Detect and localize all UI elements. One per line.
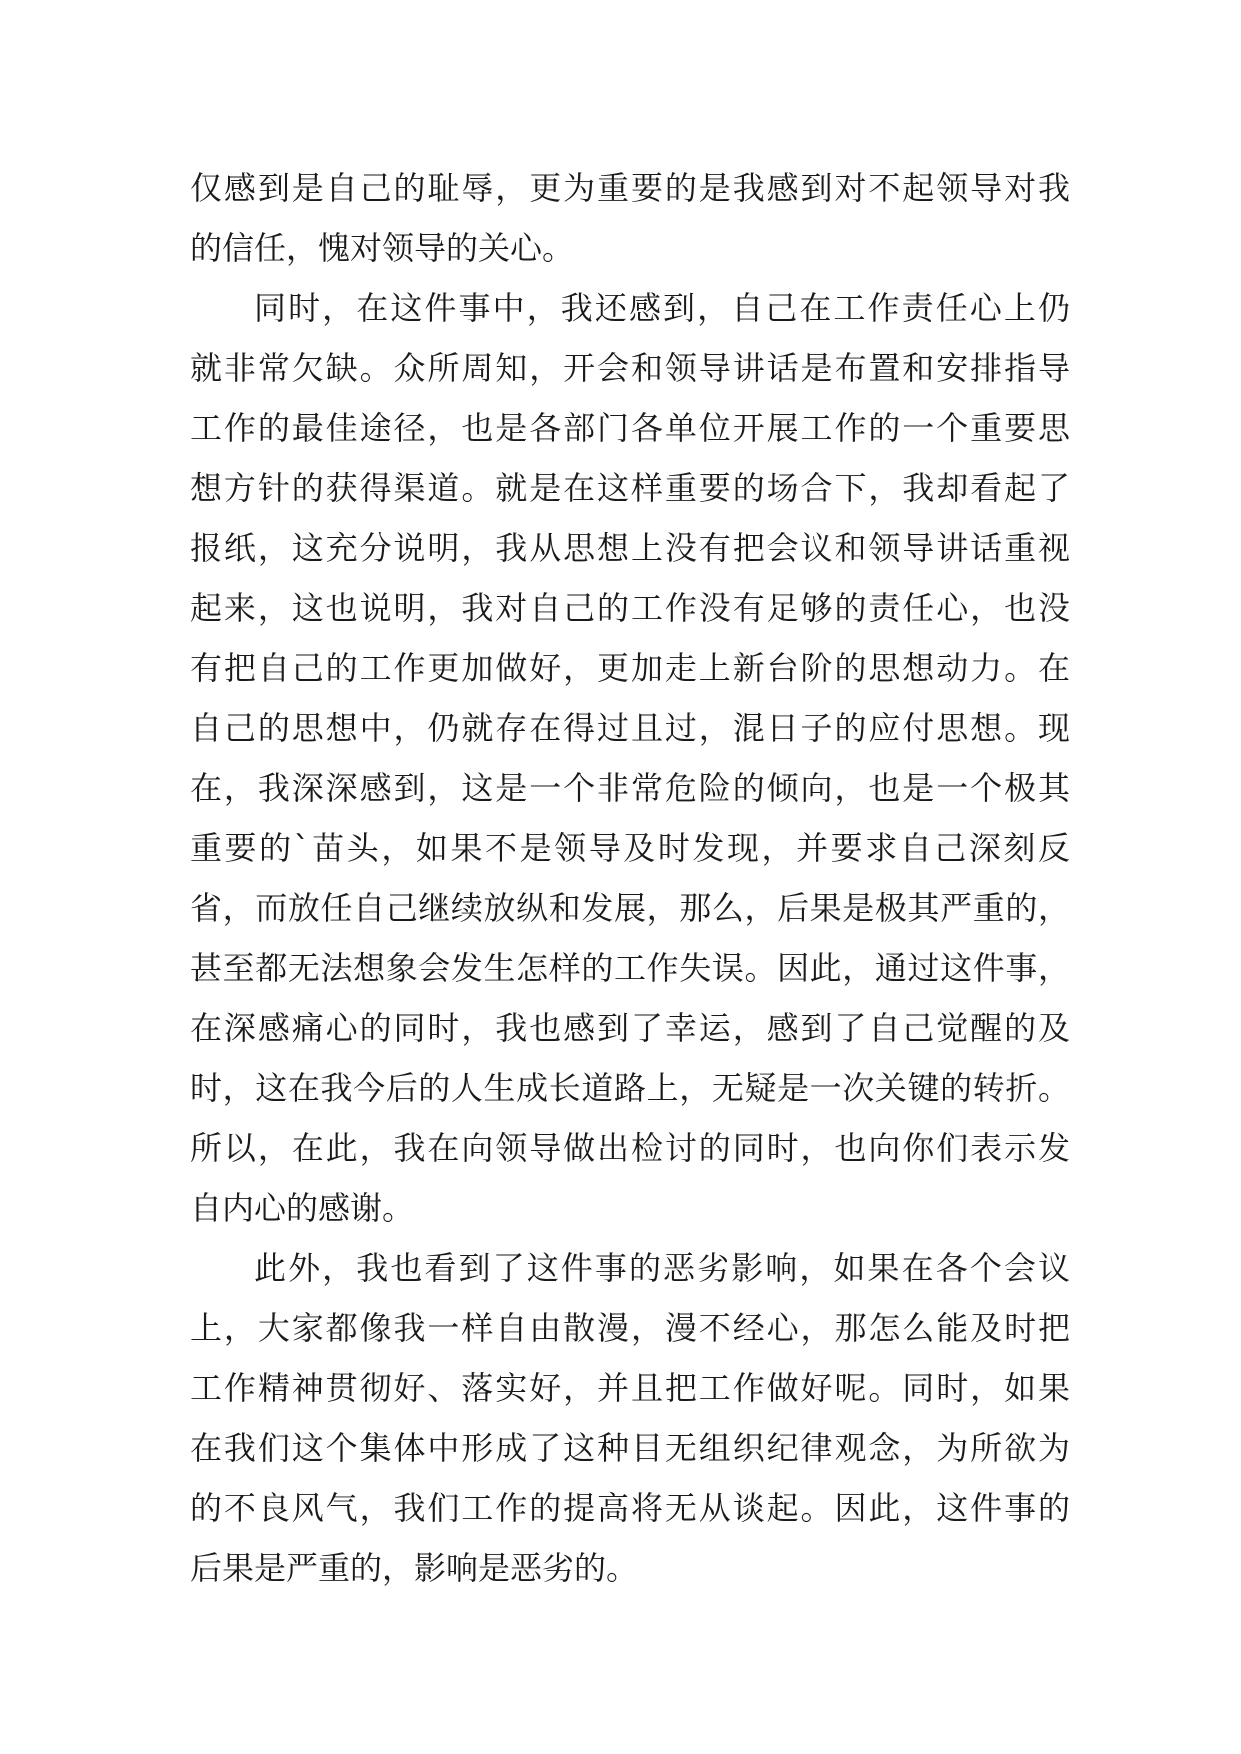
text-line: 所以，在此，我在向领导做出检讨的同时，也向你们表示发 [190, 1129, 1070, 1167]
text-line: 报纸，这充分说明，我从思想上没有把会议和领导讲话重视 [190, 529, 1070, 567]
text-line: 同时，在这件事中，我还感到，自己在工作责任心上仍 [254, 289, 1070, 327]
text-line: 的不良风气，我们工作的提高将无从谈起。因此，这件事的 [190, 1489, 1070, 1527]
text-line: 工作的最佳途径，也是各部门各单位开展工作的一个重要思 [190, 409, 1070, 447]
text-line: 在，我深深感到，这是一个非常危险的倾向，也是一个极其 [190, 769, 1070, 807]
text-line: 的信任，愧对领导的关心。 [190, 229, 575, 267]
text-line: 工作精神贯彻好、落实好，并且把工作做好呢。同时，如果 [190, 1369, 1070, 1407]
text-line: 此外，我也看到了这件事的恶劣影响，如果在各个会议 [254, 1249, 1070, 1287]
text-line: 想方针的获得渠道。就是在这样重要的场合下，我却看起了 [190, 469, 1070, 507]
text-line: 后果是严重的，影响是恶劣的。 [190, 1549, 639, 1587]
text-line: 仅感到是自己的耻辱，更为重要的是我感到对不起领导对我 [190, 169, 1070, 207]
text-line: 自己的思想中，仍就存在得过且过，混日子的应付思想。现 [190, 709, 1070, 747]
text-line: 起来，这也说明，我对自己的工作没有足够的责任心，也没 [190, 589, 1070, 627]
text-line: 有把自己的工作更加做好，更加走上新台阶的思想动力。在 [190, 649, 1070, 687]
text-line: 省，而放任自己继续放纵和发展，那么，后果是极其严重的， [190, 889, 1070, 927]
text-line: 上，大家都像我一样自由散漫，漫不经心，那怎么能及时把 [190, 1309, 1070, 1347]
text-line: 甚至都无法想象会发生怎样的工作失误。因此，通过这件事， [190, 949, 1070, 987]
text-line: 在我们这个集体中形成了这种目无组织纪律观念，为所欲为 [190, 1429, 1070, 1467]
text-line: 就非常欠缺。众所周知，开会和领导讲话是布置和安排指导 [190, 349, 1070, 387]
text-line: 时，这在我今后的人生成长道路上，无疑是一次关键的转折。 [190, 1069, 1070, 1107]
text-line: 自内心的感谢。 [190, 1189, 415, 1227]
body-text [190, 158, 1070, 1598]
text-line: 在深感痛心的同时，我也感到了幸运，感到了自己觉醒的及 [190, 1009, 1070, 1047]
text-line: 重要的`苗头，如果不是领导及时发现，并要求自己深刻反 [190, 829, 1070, 867]
